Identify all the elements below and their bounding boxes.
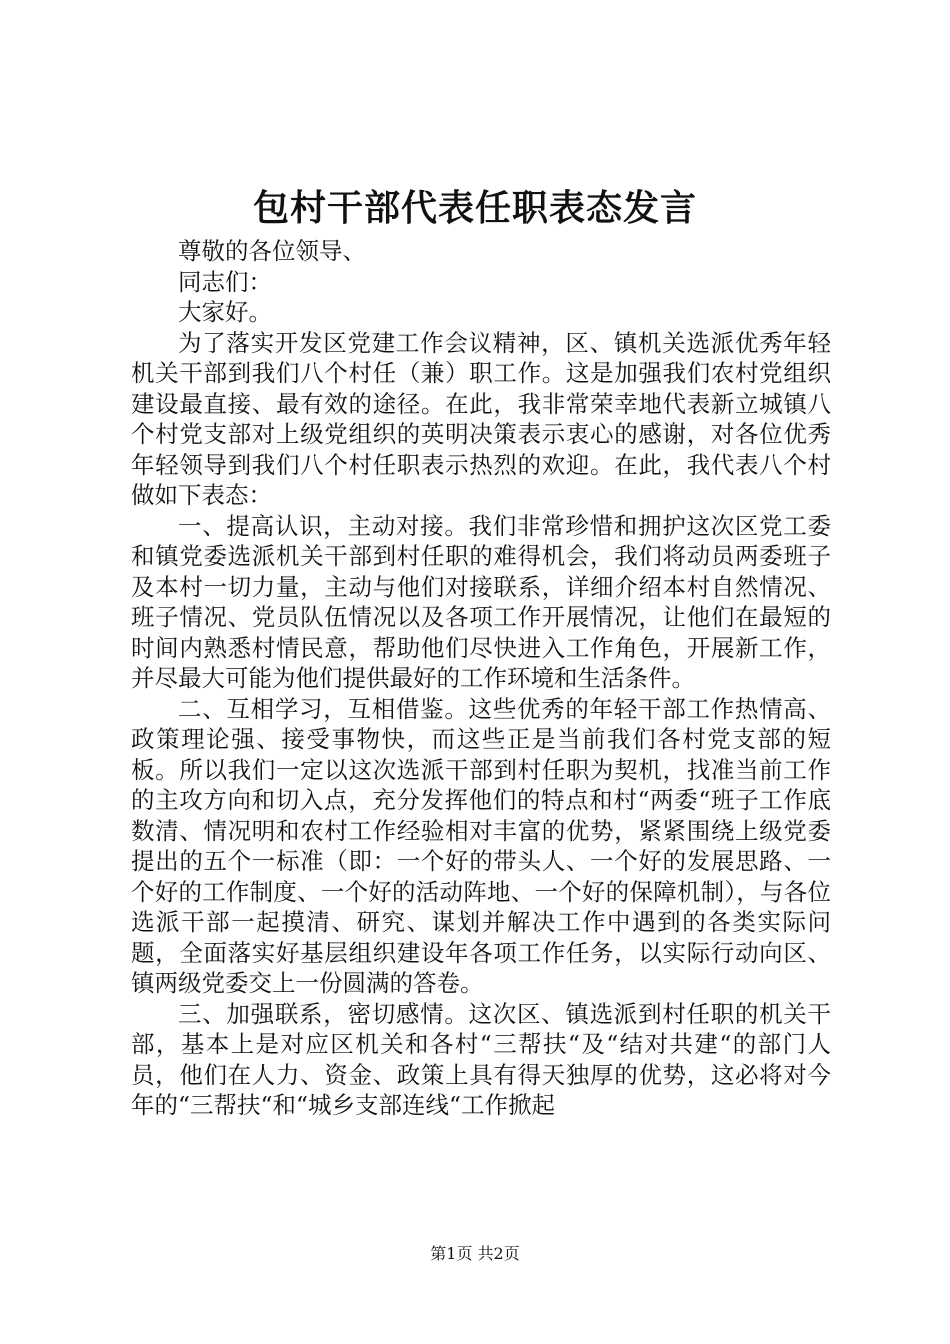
salutation-line-2: 同志们： <box>178 267 272 296</box>
document-body <box>131 236 831 1121</box>
page-number-footer: 第1页 共2页 <box>430 1244 520 1263</box>
greeting-line: 大家好。 <box>178 298 272 326</box>
point-three-paragraph: 三、加强联系，密切感情。这次区、镇选派到村任职的机关干部，基本上是对应区机关和各村“三帮扶“及“结对共建“的部门人员，他们在人力、资金、政策上具有得天独厚的优势，这必将对今年的“三帮扶“和“城乡支部连线“工作掀起 <box>131 999 831 1119</box>
salutation-line-1: 尊敬的各位领导、 <box>178 237 366 265</box>
document-title: 包村干部代表任职表态发言 <box>252 187 697 229</box>
point-one-paragraph: 一、提高认识，主动对接。我们非常珍惜和拥护这次区党工委和镇党委选派机关干部到村任职的难得机会，我们将动员两委班子及本村一切力量，主动与他们对接联系，详细介绍本村自然情况、班子情况、党员队伍情况以及各项工作开展情况，让他们在最短的时间内熟悉村情民意，帮助他们尽快进入工作角色，开展新工作，并尽最大可能为他们提供最好的工作环境和生活条件。 <box>131 511 831 692</box>
intro-paragraph: 为了落实开发区党建工作会议精神，区、镇机关选派优秀年轻机关干部到我们八个村任（兼）职工作。这是加强我们农村党组织建设最直接、最有效的途径。在此，我非常荣幸地代表新立城镇八个村党支部对上级党组织的英明决策表示衷心的感谢，对各位优秀年轻领导到我们八个村任职表示热烈的欢迎。在此，我代表八个村做如下表态： <box>131 328 831 509</box>
point-two-paragraph: 二、互相学习，互相借鉴。这些优秀的年轻干部工作热情高、政策理论强、接受事物快，而这些正是当前我们各村党支部的短板。所以我们一定以这次选派干部到村任职为契机，找准当前工作的主攻方向和切入点，充分发挥他们的特点和村“两委“班子工作底数清、情况明和农村工作经验相对丰富的优势，紧紧围绕上级党委提出的五个一标准（即：一个好的带头人、一个好的发展思路、一个好的工作制度、一个好的活动阵地、一个好的保障机制），与各位选派干部一起摸清、研究、谋划并解决工作中遇到的各类实际问题，全面落实好基层组织建设年各项工作任务，以实际行动向区、镇两级党委交上一份圆满的答卷。 <box>131 694 831 997</box>
